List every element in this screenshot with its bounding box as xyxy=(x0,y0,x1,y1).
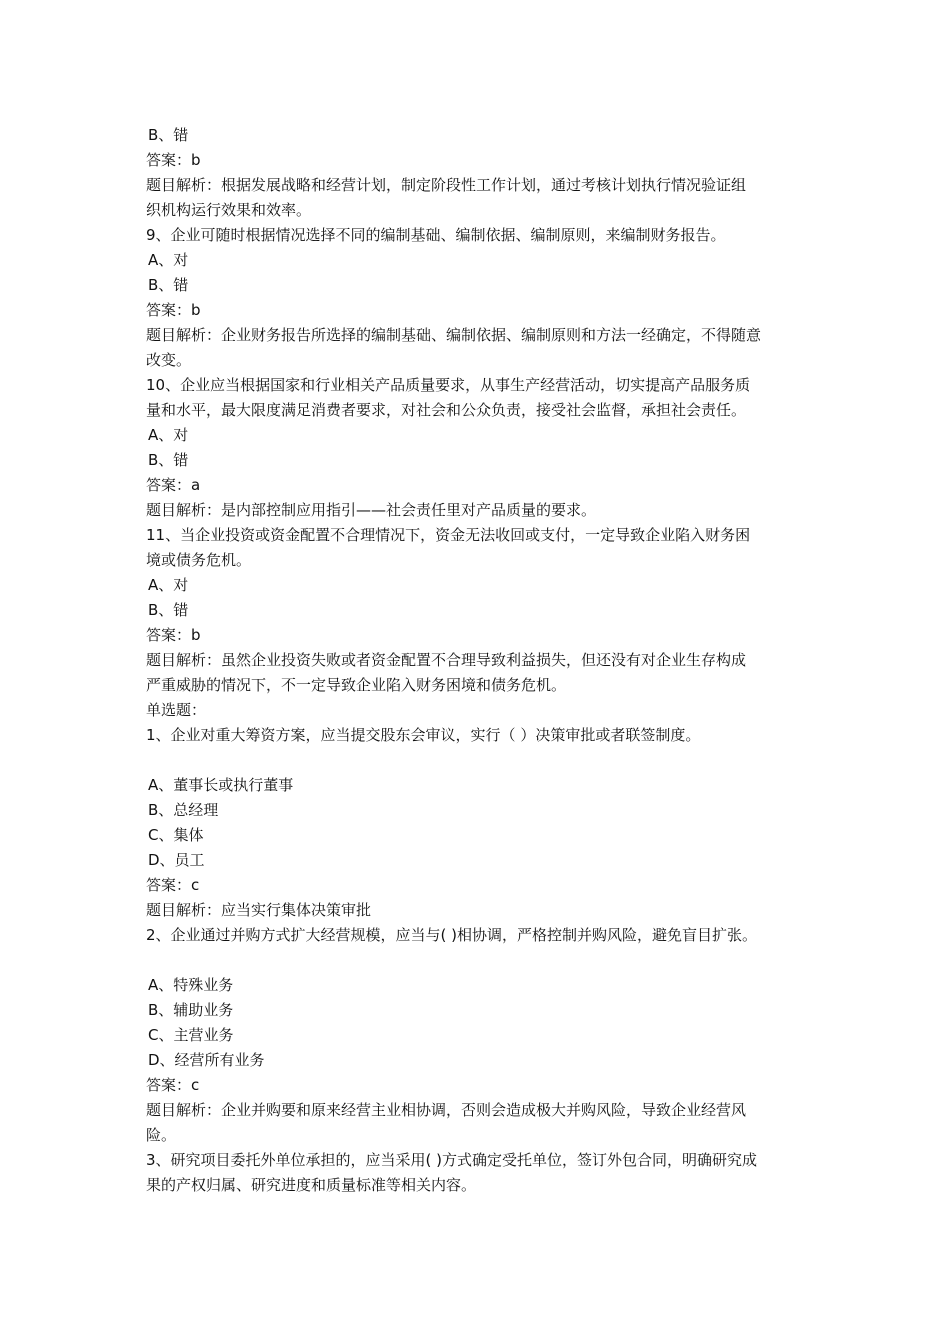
explanation-text: 险。 xyxy=(146,1126,177,1144)
explanation-text: 境或债务危机。 xyxy=(146,551,252,569)
answer-option: C、集体 xyxy=(148,826,204,844)
answer-line: 答案：c xyxy=(146,1076,200,1094)
answer-option: A、对 xyxy=(148,251,189,269)
question-text: 11、当企业投资或资金配置不合理情况下，资金无法收回或支付，一定导致企业陷入财务困 xyxy=(146,526,751,544)
explanation-text: 织机构运行效果和效率。 xyxy=(146,201,312,219)
answer-option: A、特殊业务 xyxy=(148,976,234,994)
answer-option: A、对 xyxy=(148,576,189,594)
answer-line: 答案：c xyxy=(146,876,200,894)
answer-option: B、辅助业务 xyxy=(148,1001,234,1019)
answer-option: B、错 xyxy=(148,451,189,469)
explanation-text: 严重威胁的情况下，不一定导致企业陷入财务困境和债务危机。 xyxy=(146,676,567,694)
question-text: 9、企业可随时根据情况选择不同的编制基础、编制依据、编制原则，来编制财务报告。 xyxy=(146,226,726,244)
explanation-text: 题目解析：虽然企业投资失败或者资金配置不合理导致利益损失，但还没有对企业生存构成 xyxy=(146,651,747,669)
question-text: 10、企业应当根据国家和行业相关产品质量要求，从事生产经营活动，切实提高产品服务质 xyxy=(146,376,751,394)
explanation-text: 果的产权归属、研究进度和质量标准等相关内容。 xyxy=(146,1176,477,1194)
blank-line xyxy=(146,948,810,973)
answer-option: D、经营所有业务 xyxy=(148,1051,265,1069)
answer-option: B、错 xyxy=(148,276,189,294)
explanation-text: 量和水平，最大限度满足消费者要求，对社会和公众负责，接受社会监督，承担社会责任。 xyxy=(146,401,747,419)
answer-line: 答案：b xyxy=(146,151,201,169)
answer-line: 答案：a xyxy=(146,476,201,494)
explanation-text: 题目解析：根据发展战略和经营计划，制定阶段性工作计划，通过考核计划执行情况验证组 xyxy=(146,176,747,194)
explanation-text: 题目解析：企业并购要和原来经营主业相协调，否则会造成极大并购风险，导致企业经营风 xyxy=(146,1101,747,1119)
explanation-text: 题目解析：企业财务报告所选择的编制基础、编制依据、编制原则和方法一经确定，不得随意 xyxy=(146,326,762,344)
answer-line: 答案：b xyxy=(146,626,201,644)
answer-option: B、总经理 xyxy=(148,801,219,819)
question-text: 3、研究项目委托外单位承担的，应当采用( )方式确定受托单位，签订外包合同，明确研究成 xyxy=(146,1151,758,1169)
explanation-text: 题目解析：应当实行集体决策审批 xyxy=(146,901,372,919)
blank-line xyxy=(146,748,810,773)
answer-option: C、主营业务 xyxy=(148,1026,234,1044)
explanation-text: 改变。 xyxy=(146,351,192,369)
answer-option: D、员工 xyxy=(148,851,205,869)
explanation-text: 题目解析：是内部控制应用指引——社会责任里对产品质量的要求。 xyxy=(146,501,597,519)
answer-option: A、董事长或执行董事 xyxy=(148,776,294,794)
answer-option: A、对 xyxy=(148,426,189,444)
answer-option: B、错 xyxy=(148,126,189,144)
question-text: 2、企业通过并购方式扩大经营规模，应当与( )相协调，严格控制并购风险，避免盲目扩张。 xyxy=(146,926,758,944)
answer-option: B、错 xyxy=(148,601,189,619)
section-heading: 单选题： xyxy=(146,701,207,719)
question-text: 1、企业对重大筹资方案，应当提交股东会审议，实行（ ）决策审批或者联签制度。 xyxy=(146,726,701,744)
answer-line: 答案：b xyxy=(146,301,201,319)
